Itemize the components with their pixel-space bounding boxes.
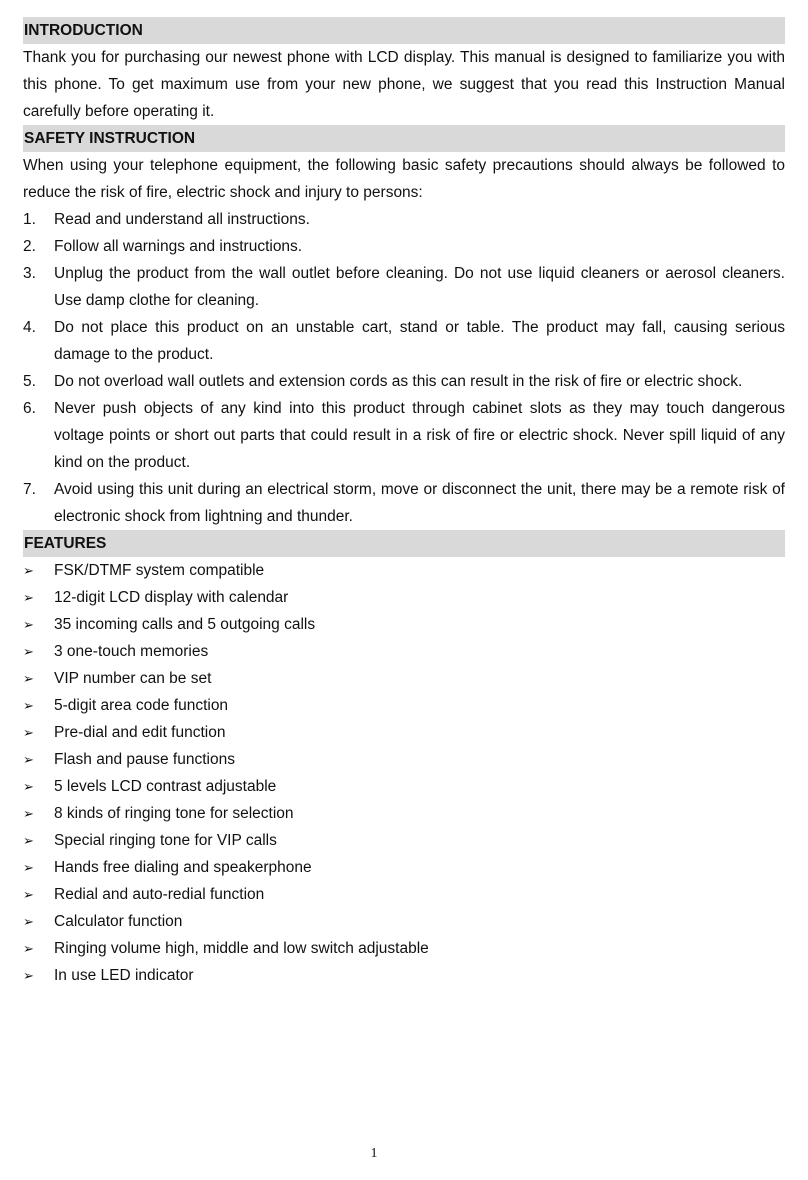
- feature-item: [23, 773, 785, 800]
- page-number: 1: [370, 1146, 378, 1161]
- safety-item-number: 4.: [23, 319, 36, 336]
- feature-item: [23, 881, 785, 908]
- safety-item: [23, 233, 785, 260]
- feature-item: [23, 800, 785, 827]
- arrow-bullet-icon: ➢: [23, 563, 34, 578]
- safety-item-number: 7.: [23, 481, 36, 498]
- feature-item: [23, 638, 785, 665]
- safety-item-number: 5.: [23, 373, 36, 390]
- arrow-bullet-icon: ➢: [23, 968, 34, 983]
- arrow-bullet-icon: ➢: [23, 752, 34, 767]
- arrow-bullet-icon: ➢: [23, 725, 34, 740]
- arrow-bullet-icon: ➢: [23, 590, 34, 605]
- feature-item: [23, 719, 785, 746]
- safety-item-text: Avoid using this unit during an electrical storm, move or disconnect the unit, there may be a remote risk of electronic shock from lightning and thunder.: [54, 481, 785, 525]
- feature-item: [23, 854, 785, 881]
- feature-item: [23, 584, 785, 611]
- safety-item: [23, 314, 785, 368]
- feature-text: 12-digit LCD display with calendar: [54, 589, 289, 606]
- safety-item-text: Unplug the product from the wall outlet before cleaning. Do not use liquid cleaners or aerosol cleaners. Use damp clothe for cleaning.: [54, 265, 785, 309]
- safety-item-number: 3.: [23, 265, 36, 282]
- feature-item: [23, 665, 785, 692]
- feature-text: Special ringing tone for VIP calls: [54, 832, 277, 849]
- arrow-bullet-icon: ➢: [23, 698, 34, 713]
- arrow-bullet-icon: ➢: [23, 887, 34, 902]
- manual-page: [23, 17, 785, 989]
- feature-text: Calculator function: [54, 913, 183, 930]
- safety-item-text: Never push objects of any kind into this product through cabinet slots as they may touch dangerous voltage points or short out parts that could result in a risk of fire or electric shock. Never spill liquid of any kind on the product.: [54, 400, 785, 471]
- feature-item: [23, 935, 785, 962]
- feature-text: FSK/DTMF system compatible: [54, 562, 265, 579]
- safety-item: [23, 260, 785, 314]
- arrow-bullet-icon: ➢: [23, 671, 34, 686]
- arrow-bullet-icon: ➢: [23, 779, 34, 794]
- arrow-bullet-icon: ➢: [23, 941, 34, 956]
- introduction-body: Thank you for purchasing our newest phone with LCD display. This manual is designed to familiarize you with this phone. To get maximum use from your new phone, we suggest that you read this Instruction Manual carefully before operating it.: [23, 49, 785, 120]
- feature-item: [23, 557, 785, 584]
- feature-text: In use LED indicator: [54, 967, 194, 984]
- feature-text: 5-digit area code function: [54, 697, 229, 714]
- feature-text: Pre-dial and edit function: [54, 724, 226, 741]
- safety-item-text: Do not place this product on an unstable cart, stand or table. The product may fall, causing serious damage to the product.: [54, 319, 785, 363]
- feature-text: 3 one-touch memories: [54, 643, 209, 660]
- feature-item: [23, 746, 785, 773]
- safety-item: [23, 395, 785, 476]
- safety-item-text: Do not overload wall outlets and extension cords as this can result in the risk of fire or electric shock.: [54, 373, 743, 390]
- feature-item: [23, 962, 785, 989]
- arrow-bullet-icon: ➢: [23, 806, 34, 821]
- safety-item-number: 6.: [23, 400, 36, 417]
- arrow-bullet-icon: ➢: [23, 644, 34, 659]
- features-list: [23, 557, 785, 989]
- feature-item: [23, 611, 785, 638]
- safety-item-text: Read and understand all instructions.: [54, 211, 310, 228]
- safety-item-number: 2.: [23, 238, 36, 255]
- arrow-bullet-icon: ➢: [23, 617, 34, 632]
- safety-item-number: 1.: [23, 211, 36, 228]
- feature-text: 35 incoming calls and 5 outgoing calls: [54, 616, 316, 633]
- feature-item: [23, 908, 785, 935]
- feature-item: [23, 692, 785, 719]
- feature-text: 5 levels LCD contrast adjustable: [54, 778, 277, 795]
- safety-list: [23, 206, 785, 530]
- feature-text: Redial and auto-redial function: [54, 886, 265, 903]
- safety-item: [23, 476, 785, 530]
- safety-heading: SAFETY INSTRUCTION: [23, 125, 785, 152]
- safety-item: [23, 206, 785, 233]
- safety-item: [23, 368, 785, 395]
- arrow-bullet-icon: ➢: [23, 914, 34, 929]
- safety-intro: When using your telephone equipment, the following basic safety precautions should always be followed to reduce the risk of fire, electric shock and injury to persons:: [23, 157, 785, 201]
- feature-text: Flash and pause functions: [54, 751, 235, 768]
- feature-item: [23, 827, 785, 854]
- safety-item-text: Follow all warnings and instructions.: [54, 238, 303, 255]
- arrow-bullet-icon: ➢: [23, 833, 34, 848]
- feature-text: VIP number can be set: [54, 670, 212, 687]
- feature-text: 8 kinds of ringing tone for selection: [54, 805, 294, 822]
- introduction-heading: INTRODUCTION: [23, 17, 785, 44]
- arrow-bullet-icon: ➢: [23, 860, 34, 875]
- feature-text: Hands free dialing and speakerphone: [54, 859, 312, 876]
- features-heading: FEATURES: [23, 530, 785, 557]
- feature-text: Ringing volume high, middle and low switch adjustable: [54, 940, 429, 957]
